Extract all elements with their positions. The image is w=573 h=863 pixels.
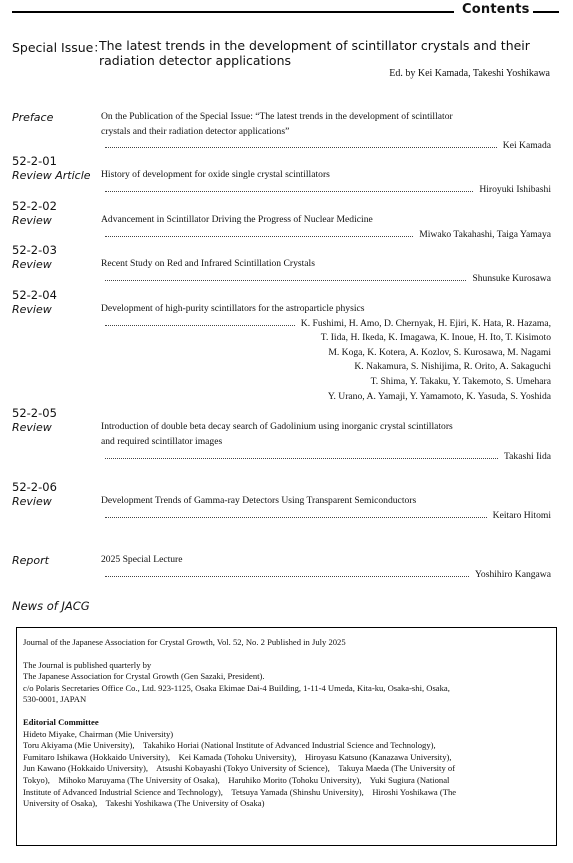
- article-kind: Review: [12, 303, 52, 316]
- dot-leader: [105, 280, 466, 281]
- article-author: K. Fushimi, H. Amo, D. Chernyak, H. Ejiri, K. Hata, R. Hazama,: [300, 318, 551, 329]
- journal-info: Journal of the Japanese Association for Crystal Growth, Vol. 52, No. 2 Published in July 2025: [23, 637, 346, 647]
- article-author-line: Y. Urano, A. Yamaji, Y. Yamamoto, K. Yasuda, S. Yoshida: [327, 391, 551, 402]
- article-kind: Review: [12, 214, 52, 227]
- article-code: 52-2-04: [12, 288, 57, 302]
- publisher-line: The Japanese Association for Crystal Growth (Gen Sazaki, President).: [23, 671, 265, 682]
- preface-author: Kei Kamada: [502, 140, 551, 151]
- article-title-line1[interactable]: Introduction of double beta decay search of Gadolinium using inorganic crystal scintillators: [101, 421, 453, 432]
- article-title[interactable]: Development Trends of Gamma-ray Detectors Using Transparent Semiconductors: [101, 495, 417, 506]
- header-rule-left: [12, 11, 454, 13]
- special-issue-label: Special Issue：: [12, 40, 106, 55]
- contents-heading: Contents: [462, 2, 530, 17]
- committee-line: Hideto Miyake, Chairman (Mie University): [23, 728, 174, 739]
- dot-leader: [105, 458, 498, 459]
- committee-line: Toru Akiyama (Mie University), Takahiko Horiai (National Institute of Advanced Industrial Science and Technology),: [23, 740, 436, 751]
- committee-line: Jun Kawano (Hokkaido University), Atsushi Kobayashi (Tokyo University of Science), Takuya Maeda (The University of: [23, 763, 456, 774]
- article-author: Miwako Takahashi, Taiga Yamaya: [419, 229, 551, 240]
- article-author-row: [105, 183, 551, 195]
- preface-title-line2[interactable]: crystals and their radiation detector applications”: [101, 126, 290, 137]
- article-author-row: [105, 509, 551, 521]
- article-author-line: T. Shima, Y. Takaku, Y. Takemoto, S. Umehara: [370, 376, 551, 387]
- report-title[interactable]: 2025 Special Lecture: [101, 554, 183, 565]
- article-title[interactable]: Advancement in Scintillator Driving the Progress of Nuclear Medicine: [101, 214, 373, 225]
- article-code: 52-2-06: [12, 480, 57, 494]
- colophon-box: [16, 627, 557, 846]
- news-of-jacg[interactable]: News of JACG: [12, 599, 90, 613]
- special-issue-title-line2: radiation detector applications: [99, 53, 291, 68]
- article-kind: Review: [12, 421, 52, 434]
- article-author-line: M. Koga, K. Kotera, A. Kozlov, S. Kurosawa, M. Nagami: [328, 347, 551, 358]
- article-author: Takashi Iida: [503, 451, 551, 462]
- publisher-line: The Journal is published quarterly by: [23, 659, 152, 670]
- committee-line: Tokyo), Mihoko Maruyama (The University of Osaka), Haruhiko Morito (Tohoku University), Yuki Sugiura (National: [23, 774, 450, 785]
- article-code: 52-2-02: [12, 199, 57, 213]
- article-title[interactable]: Development of high-purity scintillators for the astroparticle physics: [101, 303, 365, 314]
- article-title-line2[interactable]: and required scintillator images: [101, 436, 223, 447]
- article-title[interactable]: History of development for oxide single crystal scintillators: [101, 169, 330, 180]
- dot-leader: [105, 236, 413, 237]
- article-title[interactable]: Recent Study on Red and Infrared Scintillation Crystals: [101, 258, 315, 269]
- report-author: Yoshihiro Kangawa: [474, 569, 551, 580]
- committee-line: Fumitaro Ishikawa (Hokkaido University), Kei Kamada (Tohoku University), Hiroyasu Katsuno (Kanazawa University),: [23, 751, 452, 762]
- publisher-address: 530-0001, JAPAN: [23, 694, 87, 705]
- dot-leader: [105, 576, 469, 577]
- article-author-row: [105, 450, 551, 462]
- committee-line: Institute of Advanced Industrial Science and Technology), Tetsuya Yamada (Shinshu University), Hiroshi Yoshikawa (The: [23, 786, 457, 797]
- dot-leader: [105, 517, 487, 518]
- article-author: Shunsuke Kurosawa: [472, 273, 551, 284]
- preface-kind: Preface: [12, 111, 54, 124]
- article-author-line: T. Iida, H. Ikeda, K. Imagawa, K. Inoue, H. Ito, T. Kisimoto: [320, 332, 551, 343]
- article-kind: Review: [12, 495, 52, 508]
- article-code: 52-2-01: [12, 154, 57, 168]
- dot-leader: [105, 325, 295, 326]
- article-code: 52-2-03: [12, 243, 57, 257]
- article-author-row: [105, 228, 551, 240]
- report-author-row: [105, 568, 551, 580]
- report-kind: Report: [12, 554, 49, 567]
- article-author-line: K. Nakamura, S. Nishijima, R. Orito, A. Sakaguchi: [354, 361, 551, 372]
- preface-title-line1[interactable]: On the Publication of the Special Issue: “The latest trends in the development of scintillator: [101, 111, 453, 122]
- header-rule-right: [533, 11, 559, 13]
- article-kind: Review Article: [12, 169, 91, 182]
- publisher-address: c/o Polaris Secretaries Office Co., Ltd. 923-1125, Osaka Ekimae Dai-4 Building, 1-11-4 Umeda, Kita-ku, Osaka-shi, Osaka,: [23, 682, 450, 693]
- article-code: 52-2-05: [12, 406, 57, 420]
- article-author-row: [105, 317, 551, 329]
- dot-leader: [105, 147, 497, 148]
- editorial-committee-heading: Editorial Committee: [23, 716, 99, 727]
- dot-leader: [105, 191, 473, 192]
- preface-author-row: [105, 139, 551, 151]
- special-issue-editors: Ed. by Kei Kamada, Takeshi Yoshikawa: [389, 68, 550, 79]
- article-author: Hiroyuki Ishibashi: [479, 184, 551, 195]
- article-author-row: [105, 272, 551, 284]
- article-author: Keitaro Hitomi: [492, 510, 551, 521]
- committee-line: University of Osaka), Takeshi Yoshikawa (The University of Osaka): [23, 798, 265, 809]
- special-issue-title-line1: The latest trends in the development of scintillator crystals and their: [99, 38, 530, 53]
- article-kind: Review: [12, 258, 52, 271]
